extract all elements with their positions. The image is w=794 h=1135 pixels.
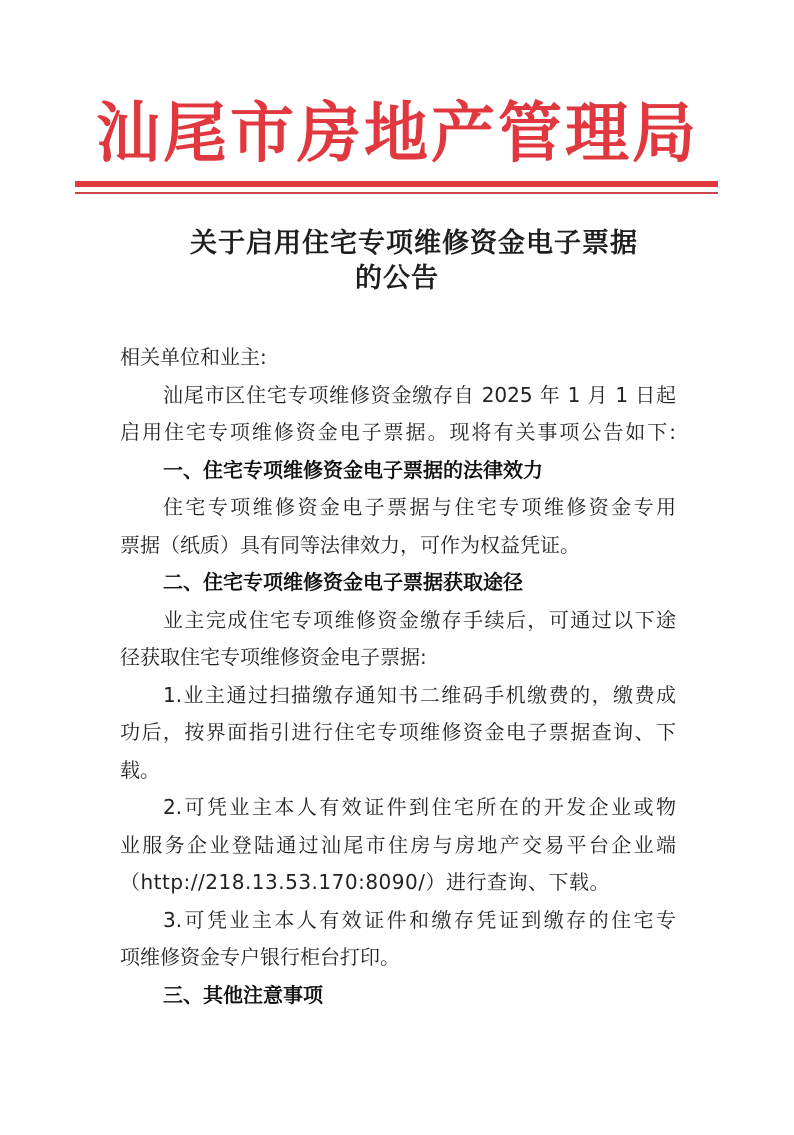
section2-paragraph-line: 业主完成住宅专项维修资金缴存手续后，可通过以下途 <box>163 607 676 632</box>
section-heading-1: 一、住宅专项维修资金电子票据的法律效力 <box>163 457 543 482</box>
masthead-char: 管 <box>498 95 562 172</box>
document-title-line2: 的公告 <box>355 263 439 294</box>
list-item-1-line: 功后，按界面指引进行住宅专项维修资金电子票据查询、下 <box>120 720 676 744</box>
masthead-char: 房 <box>297 95 361 172</box>
masthead-char: 汕 <box>96 95 160 172</box>
masthead-char: 理 <box>565 95 629 172</box>
masthead-char: 尾 <box>163 95 227 172</box>
masthead-char: 产 <box>431 95 495 172</box>
list-item-2-line: 2.可凭业主本人有效证件到住宅所在的开发企业或物 <box>163 795 676 819</box>
list-item-1-line: 载。 <box>120 757 160 782</box>
document-title-line1: 关于启用住宅专项维修资金电子票据 <box>190 228 638 259</box>
section2-paragraph-line: 径获取住宅专项维修资金电子票据: <box>120 645 427 669</box>
list-item-3-line: 3.可凭业主本人有效证件和缴存凭证到缴存的住宅专 <box>163 907 676 932</box>
list-item-2-line: 业服务企业登陆通过汕尾市住房与房地产交易平台企业端 <box>120 832 676 857</box>
masthead-org-name <box>96 95 696 172</box>
section-heading-2: 二、住宅专项维修资金电子票据获取途径 <box>163 570 523 594</box>
salutation: 相关单位和业主: <box>120 345 267 369</box>
list-item-2-url-line: （http://218.13.53.170:8090/）进行查询、下载。 <box>120 870 610 894</box>
masthead-char: 地 <box>364 95 428 172</box>
header-divider-thin <box>75 192 718 194</box>
list-item-3-line: 项维修资金专户银行柜台打印。 <box>120 945 400 969</box>
section1-paragraph-line: 票据（纸质）具有同等法律效力，可作为权益凭证。 <box>120 532 580 557</box>
document-body <box>120 339 676 1014</box>
masthead-char: 市 <box>230 95 294 172</box>
section1-paragraph-line: 住宅专项维修资金电子票据与住宅专项维修资金专用 <box>163 495 676 519</box>
masthead-char: 局 <box>632 95 696 172</box>
list-item-1-line: 1.业主通过扫描缴存通知书二维码手机缴费的，缴费成 <box>163 682 676 707</box>
header-divider-thick <box>75 181 718 187</box>
section-heading-3: 三、其他注意事项 <box>163 982 323 1007</box>
intro-paragraph-line: 启用住宅专项维修资金电子票据。现将有关事项公告如下: <box>120 420 676 444</box>
intro-paragraph-line: 汕尾市区住宅专项维修资金缴存自 2025 年 1 月 1 日起 <box>163 382 676 407</box>
